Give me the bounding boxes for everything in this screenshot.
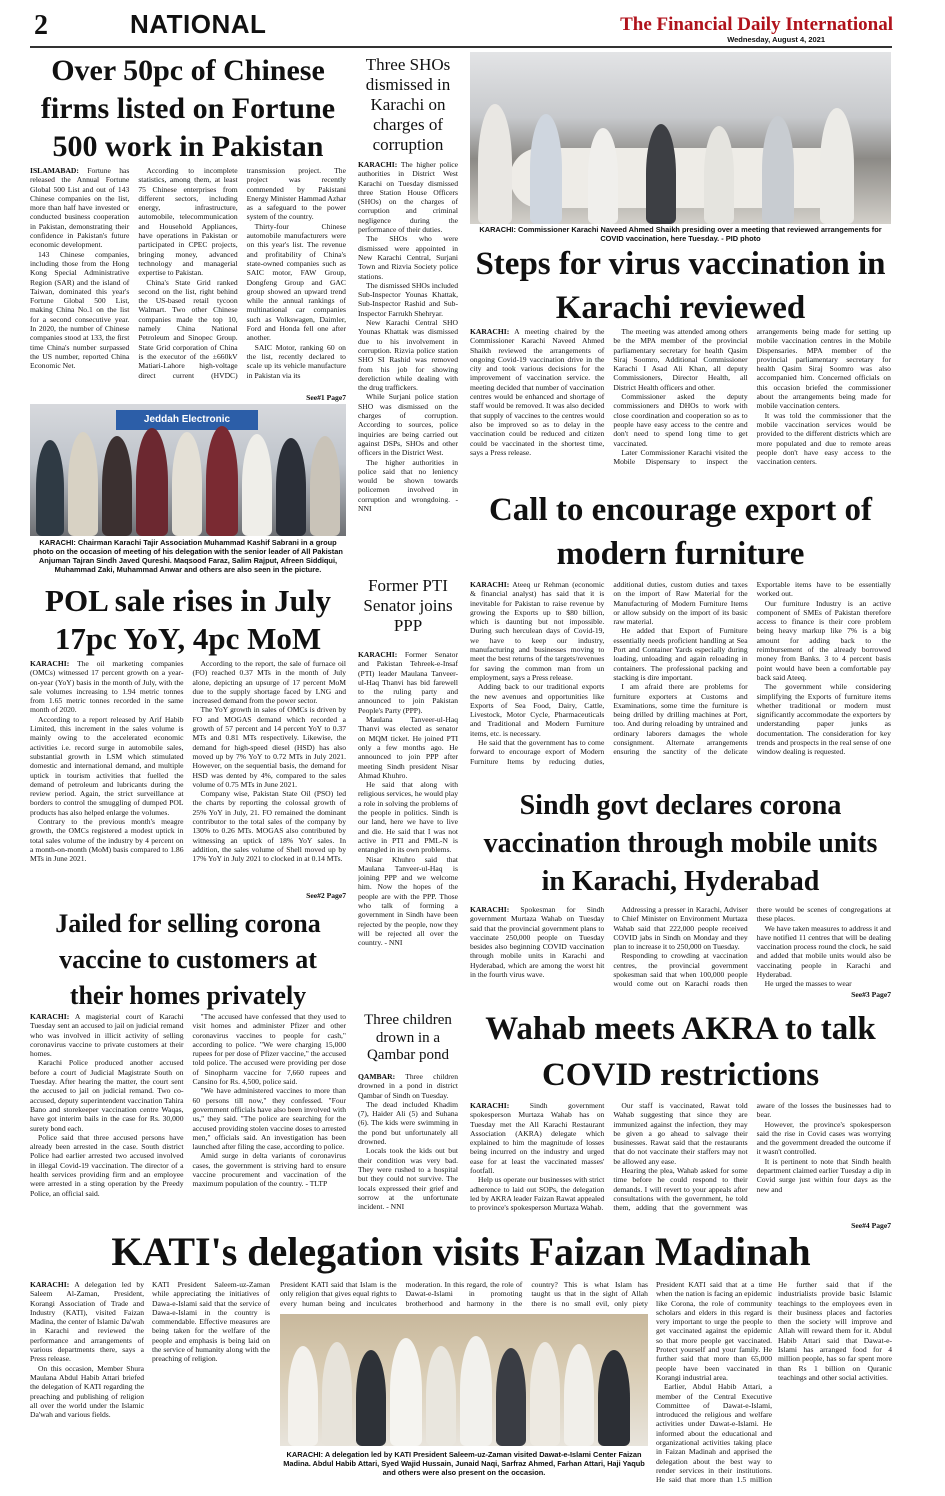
article-kati-col-3: President KATI said that Islam is the only religion that gives equal rights to every human being and inculcates moderation. In this regard, the role of Dawat-e-Islami in promoting brotherhood and harmony in the country? This is what Islam has taught us that in the sight of Allah there is no small evil, only piety <box>280 1280 648 1308</box>
banner-sign: Jeddah Electronic <box>116 410 258 430</box>
headline-pol-sale: POL sale rises in July 17pc YoY, 4pc MoM <box>45 583 331 656</box>
paper-name: The Financial Daily International <box>620 14 893 35</box>
headline-chinese-firms: Over 50pc of Chinese firms listed on Fortune 500 work in Pakistan <box>40 54 336 163</box>
headline-kati: KATI's delegation visits Faizan Madinah <box>111 1229 811 1274</box>
headline-sho-dismissed: Three SHOs dismissed in Karachi on charges of corruption <box>365 55 451 155</box>
headline-jailed: Jailed for selling corona vaccine to customers at their homes privately <box>55 909 321 1010</box>
headline-mobile-units: Sindh govt declares corona vaccination through mobile units in Karachi, Hyderabad <box>483 790 878 897</box>
article-chinese-firms: ISLAMABAD: Fortune has released the Annual Fortune Global 500 List and out of 143 Chinese companies on the list, more than half have invested or conducted business cooperation in Pakistan, demonstrating their confidence in Pakistan's future economic development. 143 Chinese companies, including those from the Hong Kong Special Administrative Region (SAR) and the island of Taiwan, dominated this year's Fortune Global 500 List, making China No.1 on the list for a second consecutive year. In 2020, the number of Chinese companies stood at 133, the first time China's number surpassed the US number, reported China Economic Net. According to incomplete statistics, among them, at least 75 Chinese enterprises from different sectors, including energy, infrastructure, automobile, telecommunication and Household Appliances, have operations in Pakistan or participated in CPEC projects, bringing money, advanced technology and managerial expertise to Pakistan. China's State Grid ranked second on the list, right behind the US-based retail tycoon Walmart. Two other Chinese companies made the top 10, namely China National Petroleum and Sinopec Group. State Grid corporation of China is the executor of the ±660kV Matiari-Lahore high-voltage direct current (HVDC) transmission project. The project was recently commended by Pakistani Energy Minister Hammad Azhar as a safeguard to the power system of the country. Thirty-four Chinese automobile manufacturers were on this year's list. The revenue and profitability of China's state-owned companies such as SAIC motor, FAW Group, Dongfeng Group and GAC group showed an upward trend while the annual rankings of multinational car companies such as Volkswagen, Daimler, Ford and Honda fell one after another. SAIC Motor, ranking 60 on the list, recently declared to scale up its vehicle manufacture in Pakistan via its <box>30 166 346 380</box>
article-sho-dismissed: KARACHI: The higher police authorities in District West Karachi on Tuesday dismissed three Station House Officers (SHOs) on the charges of corruption and criminal negligence during the performance of their duties. The SHOs who were dismissed were appointed in New Karachi Central, Surjani Town and Rizvia Society police stations. The dismissed SHOs included Sub-Inspector Younas Khattak, Sub-Inspector Rashid and Sub-Inspector Farrukh Shehryar. New Karachi Central SHO Younas Khattak was dismissed due to his involvement in corruption. Rizvia police station SHO SI Rashid was removed from his job for showing dereliction while dealing with the drug traffickers. While Surjani police station SHO was dismissed on the charges of corruption. According to sources, police inquiries are being carried out against DSPs, SHOs and other officers in the District West. The higher authorities in police said that no leniency would be shown towards policemen involved in corruption and wrongdoing. - NNI <box>358 160 458 513</box>
photo-commissioner-meeting <box>470 52 891 224</box>
headline-qambar: Three children drown in a Qambar pond <box>364 1012 452 1064</box>
article-kati-col-2: KATI President Saleem-uz-Zaman while appreciating the initiatives of Dawa-e-Islami said that the service of Dawa-e-Islami in the country is commendable. Effective measures are being taken for the welfare of the people and emphasis is being laid on the service of humanity along with the preaching of religion. <box>152 1280 270 1364</box>
section-title: NATIONAL <box>130 9 267 39</box>
photo-tajir-group <box>30 404 346 536</box>
photo-caption-tajir: KARACHI: Chairman Karachi Tajir Association Muhammad Kashif Sabrani in a group photo on the occasion of meeting of his delegation with the senior leader of All Pakistan Anjuman Tajran Sindh Javed Qureshi. Maqsood Faraz, Salim Rajput, Afreen Siddiqui, Muhammad Zaki, Muhammad Anwar and others are also seen in the picture. <box>33 538 343 574</box>
masthead-rule <box>30 46 892 48</box>
article-jailed: KARACHI: A magisterial court of Karachi Tuesday sent an accused to jail on judicial remand who was involved in illicit activity of selling coronavirus vaccine to private customers at their homes. Karachi Police produced another accused before a court of Judicial Magistrate South on Tuesday. After hearing the matter, the court sent the accused to jail on judicial remand. Two co-accused, deputy superintendent vaccination Tahira Bano and storekeeper vaccination centre Waqas, have got interim bails in the case for Rs. 30,000 surety bond each. Police said that three accused persons have already been arrested in the case. South district Police had earlier arrested two accused involved in illegal Covid-19 vaccination. The director of a health services providing firm and an employee were arrested in a sting operation by the Preedy Police, an official said. "The accused have confessed that they used to visit homes and administer Pfizer and other coronavirus vaccines to people for cash," according to police. "We were charging 15,000 rupees for per dose of Pfizer vaccine," the accused told police. The accused were providing per dose of Sinopharm vaccine for 7,660 rupees and Cansino for Rs. 4,500, police said. "We have administered vaccines to more than 60 persons till now," they confessed. "Four government officials have also been involved with us," they said. "The police are searching for the accused providing stolen vaccine doses to arrested men," officials said. An investigation has been launched after filing the case, according to police. Amid surge in delta variants of coronavirus cases, the government is striving hard to ensure vaccine procurement and vaccination of the maximum population of the country. - TLTP <box>30 1012 346 1198</box>
article-vaccination-steps: KARACHI: A meeting chaired by the Commissioner Karachi Naveed Ahmed Shaikh reviewed the arrangements of ongoing Covid-19 vaccination drive in the city and took various decisions for the improvement of vaccination service. the meeting decided that number of vaccination centres would be enhanced and shortage of staff would be removed. It was also decided that supply of vaccines to the centres would also be improved so as to delay in the vaccination could be reduced and citizen could be vaccinated in the shortest time, says a Press release. The meeting was attended among others be the MPA member of the provincial parliamentary secretary for health Qasim Siraj Soomro, Additional Commissioner Karachi I Asad Ali Khan, all deputy Commissioners, Director Health, all District Health officers and other. Commissioner asked the deputy commissioners and DHOs to work with close coordination and cooperation so as to people have easy access to the centre and don't need to spend long time to get vaccinated. Later Commissioner Karachi visited the Mobile Dispensary to inspect the arrangements being made for setting up mobile vaccination centres in the Mobile Dispensaries. MPA member of the provincial parliamentary secretary for health Qasim Siraj Soomro was also accompanied him. Concerned officials on this occasion briefed the commissioner about the arrangements being made for mobile vaccination centers. It was told the commissioner that the mobile vaccination services would be provided to the different districts which are more populated and due to remote areas people don't have easy access to the vaccination centers. <box>470 327 891 467</box>
article-pol-sale: KARACHI: The oil marketing companies (OMCs) witnessed 17 percent growth on a year-on-year (YoY) basis in the month of July, with the sale volumes increasing to 1.94 metric tonnes from 1.65 metric tonnes recorded in the same month of 2020. According to a report released by Arif Habib Limited, this increment in the sales volume is mainly owing to the accelerated economic activities i.e. record surge in automobile sales, substantial growth in LSM which stimulated domestic and international demand, and multiple uptick in tourism activities that fuelled the demand of petroleum and lubricants during the review period. Again, the strict surveillance at borders to control the smuggling of dumped POL products has also helped enlarge the volumes. Contrary to the previous month's meagre growth, the OMCs registered a modest uptick in total sales volume of the industry by 4 percent on a month-on-month (MoM) basis compared to 1.86 MTs in June 2021. According to the report, the sale of furnace oil (FO) reached 0.37 MTs in the month of July alone, depicting an upsurge of 17 percent MoM due to the supply shortage faced by LNG and increased demand from the power sector. The YoY growth in sales of OMCs is driven by FO and MOGAS demand which recorded a growth of 57 percent and 14 percent YoY to 0.37 MTs and 0.81 MTs respectively. Likewise, the demand for high-speed diesel (HSD) has also moved up by 7% YoY to 0.72 MTs in July 2021. However, on the sequential basis, the demand for HSD was dented by 4%, compared to the sales volume of 0.75 MTs in June 2021. Company wise, Pakistan State Oil (PSO) led the charts by reporting the colossal growth of 25% YoY in July, 21. FO remained the dominant contributor to the total sales of the company by 130% to 0.26 MTs. MOGAS also contributed by witnessing an uptick of 18% YoY sales. In addition, the sales volume of Shell moved up by 17% YoY in July 2021 to clocked in at 0.14 MTs. <box>30 659 346 864</box>
continued-note: See#2 Page7 <box>306 891 346 900</box>
article-qambar: QAMBAR: Three children drowned in a pond in district Qambar of Sindh on Tuesday. The dead included Khadim (7), Haider Ali (5) and Suhana (6). The kids were swimming in the pond but unfortunately all drowned. Locals took the kids out but their condition was very bad. They were rushed to a hospital but they could not survive. The locals expressed their grief and sorrow at the unfortunate incident. - NNI <box>358 1072 458 1212</box>
photo-caption-kati: KARACHI: A delegation led by KATI President Saleem-uz-Zaman visited Dawat-e-Islami Center Faizan Madina. Abdul Habib Attari, Syed Wajid Hussain, Junaid Naqi, Sarfraz Ahmed, Farhan Attari, Haji Yaqub and others were also present on the occasion. <box>283 1450 645 1477</box>
article-akra: KARACHI: Sindh government spokesperson Murtaza Wahab has on Tuesday met the All Karachi Restaurant Association (AKRA) delegate which explained to him the magnitude of losses being incurred on the industry and urged ease for at least the vaccinated masses' footfall. Help us operate our businesses with strict adherence to laid out SOPs, the delegation led by AKRA leader Faizan Rawat appealed to province's spokesperson Murtaza Wahab. Our staff is vaccinated, Rawat told Wahab suggesting that since they are immunized against the infection, they may be given a go ahead to salvage their businesses. Rawat said that the restaurants that do not vaccinate their staffers may not be allowed any ease. Hearing the plea, Wahab asked for some time before he could respond to their demands. I will revert to your appeals after consultations with the government, he told them, adding that the government was aware of the losses the businesses had to bear. However, the province's spokesperson said the rise in Covid cases was worrying and the government dreaded the outcome if it wasn't controlled. It is pertinent to note that Sindh health department claimed earlier Tuesday a dip in Covid surge just within four days as the new and <box>470 1101 891 1213</box>
article-kati-col-5: He further said that if the industrialists provide basic Islamic teachings to the employees even in their business places and factories then the society will improve and Allah will reward them for it. Abdul Habib Attari said that Dawat-e-Islami has arranged food for 4 million people, has so far spent more than Rs 1 billion on Quranic teachings and other social activities. <box>778 1280 892 1382</box>
photo-kati-delegation <box>280 1314 648 1446</box>
headline-akra: Wahab meets AKRA to talk COVID restrictions <box>485 1011 876 1093</box>
headline-pti-senator: Former PTI Senator joins PPP <box>363 576 453 636</box>
article-kati-col-4: President KATI said that at a time when the nation is facing an epidemic like Corona, the role of community scholars and elders in this regard is very important to urge the people to get vaccinated against the epidemic so that more people get vaccinated. Protect yourself and your family. He further said that more than 65,000 people have been vaccinated in Korangi industrial area. Earlier, Abdul Habib Attari, a member of the Central Executive Committee of Dawat-e-Islami, introduced the religious and welfare activities under Dawat-e-Islami. He informed about the educational and organizational activities taking place in Faizan Madinah and apprised the delegation about the best way to render services in their institutions. He said that more than 1.5 million <box>656 1280 772 1485</box>
article-mobile-units: KARACHI: Spokesman for Sindh government Murtaza Wahab on Tuesday said that the provincial government plans to vaccinate 250,000 people on Tuesday besides also beginning COVID vaccination through mobile units in Karachi and Hyderabad, which are among the worst hit in the fourth virus wave. Addressing a presser in Karachi, Adviser to Chief Minister on Environment Murtaza Wahab said that 222,000 people received COVID jabs in Sindh on Monday and they plan to increase it to 250,000 on Tuesday. Responding to crowding at vaccination centres, the provincial government spokesman said that when 100,000 people would come out on Karachi roads then there would be scenes of congregations at these places. We have taken measures to address it and have notified 11 centres that will be dealing vaccination process round the clock, he said and added that mobile units would also be vaccinating people in Karachi and Hyderabad. He urged the masses to wear <box>470 905 891 989</box>
continued-note: See#1 Page7 <box>306 393 346 402</box>
photo-caption-commissioner: KARACHI: Commissioner Karachi Naveed Ahmed Shaikh presiding over a meeting that reviewed arrangements for COVID vaccination, here Tuesday. - PID photo <box>479 225 882 243</box>
masthead <box>0 0 945 44</box>
article-kati-col-1: KARACHI: A delegation led by Saleem Al-Zaman, President, Korangi Association of Trade and Industry (KATI), visited Faizan Madina, the center of Islamic Da'wah in Karachi and reviewed the performance and arrangements of various departments there, says a Press release. On this occasion, Member Shura Maulana Abdul Habib Attari briefed the delegation of KATI regarding the preaching and publishing of religion all over the world under the Islamic Da'wah and various fields. <box>30 1280 144 1420</box>
continued-note: See#3 Page7 <box>851 990 891 999</box>
continued-note: See#4 Page7 <box>851 1221 891 1230</box>
article-pti-senator: KARACHI: Former Senator and Pakistan Tehreek-e-Insaf (PTI) leader Maulana Tanveer-ul-Haq Thanvi has bid farewell to the ruling party and announced to join Pakistan People's Party (PPP). Maulana Tanveer-ul-Haq Thanvi was elected as senator on MQM ticket. He joined PTI only a few months ago. He announced to join PPP after meeting Sindh president Nisar Ahmad Khuhro. He said that along with religious services, he would play a role in solving the problems of the people in politics. Sindh is our land, here we have to live and die. He said that I was not active in PTI and PML-N is entangled in its own problems. Nisar Khuhro said that Maulana Tanveer-ul-Haq is joining PPP and we welcome him. Now the hopes of the people are with the PPP. Those who talk of forming a government in Sindh have been rejected by the people, now they will be rejected all over the country. - NNI <box>358 650 458 948</box>
page-number: 2 <box>34 10 48 41</box>
headline-vaccination-steps: Steps for virus vaccination in Karachi reviewed <box>475 246 886 326</box>
dateline: ISLAMABAD: <box>30 166 79 175</box>
article-furniture-export: KARACHI: Ateeq ur Rehman (economic & financial analyst) has said that it is inevitable for Pakistan to raise revenue by growing the Exports up to $80 billion, which is daunting but not impossible. During such herculean days of Covid-19, we have to keep our industry, manufacturing and businesses moving to meet the best returns of the targets/revenues for saving the common man from un employment, says a Press release. Adding back to our traditional exports the new avenues and opportunities like Exports of Sea Food, Dairy, Cattle, Livestock, Motor Cycle, Pharmaceuticals and Traditional and Modern Furniture items, etc. is necessary. He said that the government has to come forward to encourage export of Modern Furniture Items by reducing duties, additional duties, custom duties and taxes on the import of Raw Material for the Manufacturing of Modern Furniture Items or allow subsidy on the import of its basic raw material. He added that Export of Furniture essentially needs proficient handling at Sea Port and Container Yards especially during loading, unloading and again reloading in containers. The professional packing and stacking is dire important. I am afraid there are problems for furniture exporters at Customs and Examinations, some time the furniture is being drilled by drilling machines at Port, too. And during reloading by untrained and ordinary laborers damages the whole consignment. Alternate arrangements ensuring the sanctity of the delicate Exportable items have to be essentially worked out. Our furniture Industry is an active component of SMEs of Pakistan therefore access to finance is their core problem being heavy markup like 7% is a big amount for adding back to the reimbursement of the already borrowed money from Banks. 3 to 4 percent basis point would have been a comfortable pay back said Ateeq. The government while considering simplifying the Exports of furniture items whether traditional or modern must significantly accommodate the exporters by understanding paper junks as documentation. The consideration for key trends and prospects in the real sense of one window dealing is requested. <box>470 580 891 766</box>
issue-date: Wednesday, August 4, 2021 <box>727 35 825 44</box>
headline-furniture-export: Call to encourage export of modern furniture <box>488 492 873 572</box>
